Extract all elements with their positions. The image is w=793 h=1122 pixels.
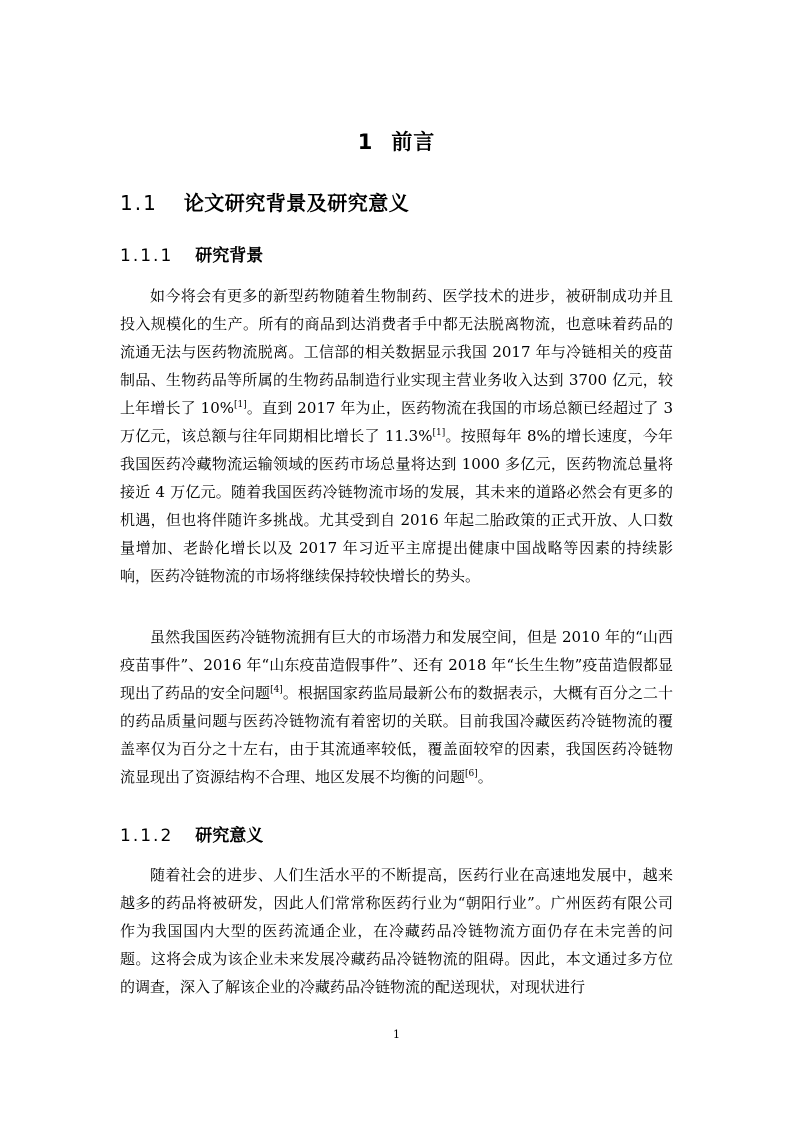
subsection-heading-significance <box>120 821 263 846</box>
section-number: 1.1 <box>120 191 158 215</box>
subsection-title: 研究意义 <box>195 826 264 846</box>
chapter-number: 1 <box>357 130 374 154</box>
section-heading <box>120 187 409 216</box>
p2-text-a: 虽然我国医药冷链物流拥有巨大的市场潜力和发展空间，但是 2010 年的“山西疫苗事件”、2016 年“山东疫苗造假事件”、还有 2018 年“长生生物”疫苗造假都显现出了药品的安全问题 <box>120 628 673 702</box>
subsection-number: 1.1.1 <box>120 246 174 266</box>
paragraph-background-2 <box>120 623 673 791</box>
chapter-title-text: 前言 <box>391 130 436 154</box>
citation: [6] <box>465 769 478 779</box>
citation: [1] <box>234 400 247 410</box>
p1-text-c: 。按照每年 8%的增长速度，今年我国医药冷藏物流运输领域的医药市场总量将达到 1000 多亿元，医药物流总量将接近 4 万亿元。随着我国医药冷链物流市场的发展，其未来的道路必然会有更多的机遇，但也将伴随许多挑战。尤其受到自 2016 年起二胎政策的正式开放、人口数量增加、老龄化增长以及 2017 年习近平主席提出健康中国战略等因素的持续影响，医药冷链物流的市场将继续保持较快增长的势头。 <box>120 427 673 585</box>
p3-text: 随着社会的进步、人们生活水平的不断提高，医药行业在高速地发展中，越来越多的药品将被研发，因此人们常常称医药行业为“朝阳行业”。广州医药有限公司作为我国国内大型的医药流通企业，在冷藏药品冷链物流方面仍存在未完善的问题。这将会成为该企业未来发展冷藏药品冷链物流的阻碍。因此，本文通过多方位的调查，深入了解该企业的冷藏药品冷链物流的配送现状，对现状进行 <box>120 866 673 996</box>
p2-text-c: 。 <box>477 768 493 786</box>
p1-text-a: 如今将会有更多的新型药物随着生物制药、医学技术的进步，被研制成功并且投入规模化的生产。所有的商品到达消费者手中都无法脱离物流，也意味着药品的流通无法与医药物流脱离。工信部的相关数据显示我国 2017 年与冷链相关的疫苗制品、生物药品等所属的生物药品制造行业实现主营业务收入达到 3700 亿元，较上年增长了 10% <box>120 287 673 417</box>
page-number: 1 <box>393 1028 400 1041</box>
citation: [4] <box>270 685 283 695</box>
citation: [1] <box>432 428 446 438</box>
subsection-number: 1.1.2 <box>120 826 174 846</box>
paragraph-significance <box>120 861 673 1001</box>
chapter-title <box>0 126 793 156</box>
section-title: 论文研究背景及研究意义 <box>183 191 410 215</box>
p2-text-b: 。根据国家药监局最新公布的数据表示，大概有百分之二十的药品质量问题与医药冷链物流有着密切的关联。目前我国冷藏医药冷链物流的覆盖率仅为百分之十左右，由于其流通率较低，覆盖面较窄的因素，我国医药冷链物流显现出了资源结构不合理、地区发展不均衡的问题 <box>120 684 673 786</box>
paragraph-background-1 <box>120 282 673 590</box>
subsection-heading-background <box>120 241 263 266</box>
p1-text-b: 。直到 2017 年为止，医药物流在我国的市场总额已经超过了 3 万亿元，该总额与往年同期相比增长了 11.3% <box>120 399 673 445</box>
subsection-title: 研究背景 <box>195 246 264 266</box>
